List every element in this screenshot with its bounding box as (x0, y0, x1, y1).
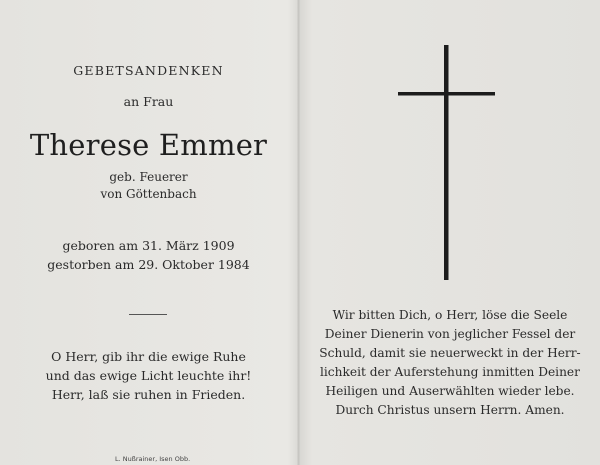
soul-prayer (300, 306, 600, 420)
origin-place: von Göttenbach (100, 187, 197, 201)
rest-prayer (0, 347, 297, 404)
rest-prayer-line: Herr, laß sie ruhen in Frieden. (51, 387, 246, 402)
soul-prayer-line: Wir bitten Dich, o Herr, löse die Seele (332, 308, 568, 322)
card-heading: GEBETSANDENKEN (73, 63, 224, 78)
death-date: gestorben am 29. Oktober 1984 (47, 257, 250, 272)
rest-prayer-line: O Herr, gib ihr die ewige Ruhe (51, 349, 246, 364)
card-subheading: an Frau (123, 94, 174, 109)
soul-prayer-line: Deiner Dienerin von jeglicher Fessel der (324, 327, 576, 341)
left-panel (0, 0, 297, 465)
maiden-name: geb. Feuerer (109, 170, 188, 184)
soul-prayer-line: lichkeit der Auferstehung inmitten Deiner (320, 365, 580, 379)
life-dates (0, 236, 297, 274)
right-panel (300, 0, 600, 465)
printer-credit: L. Nußrainer, Isen Obb. (115, 455, 191, 463)
birth-date: geboren am 31. März 1909 (62, 238, 235, 253)
soul-prayer-line: Schuld, damit sie neuerweckt in der Herr- (319, 346, 581, 360)
rest-prayer-line: und das ewige Licht leuchte ihr! (45, 368, 252, 383)
divider-line (129, 314, 167, 315)
soul-prayer-line: Heiligen und Auserwählten wieder lebe. (325, 384, 575, 398)
soul-prayer-line: Durch Christus unsern Herrn. Amen. (335, 403, 565, 417)
deceased-name: Therese Emmer (29, 128, 268, 162)
